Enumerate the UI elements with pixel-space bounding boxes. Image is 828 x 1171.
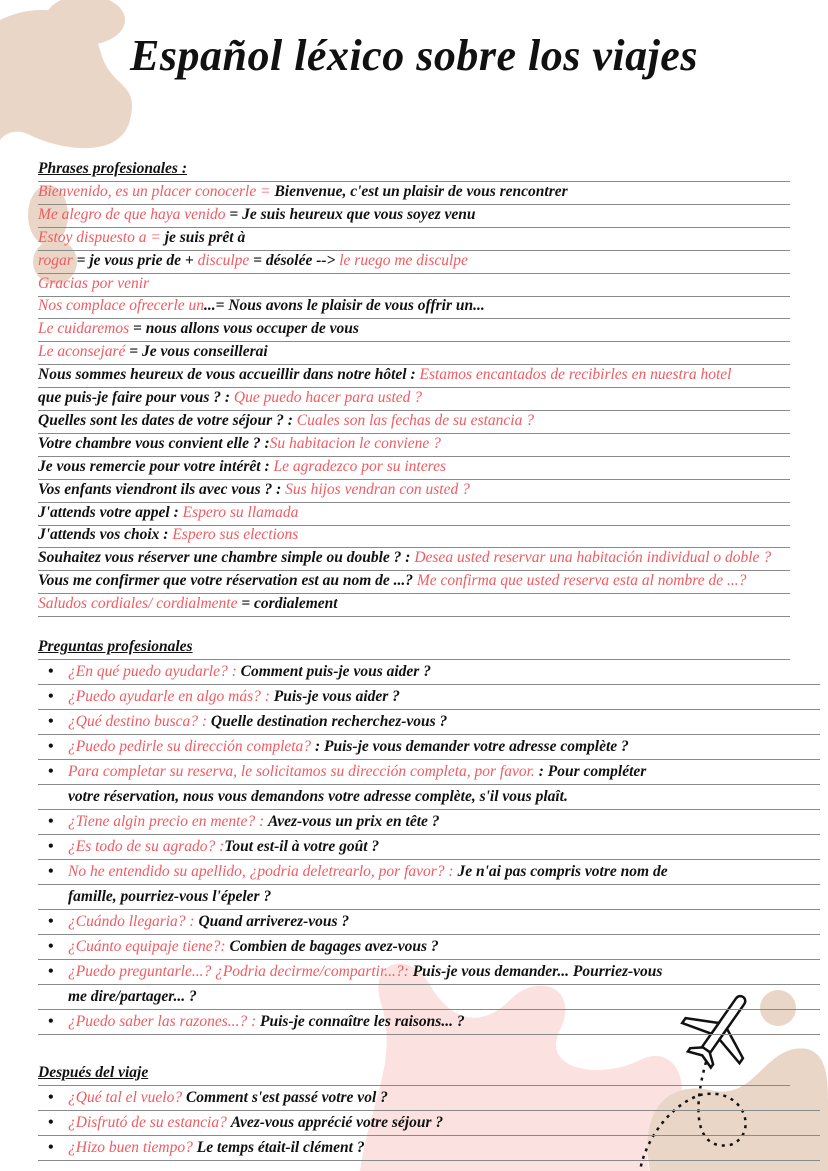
spanish-text: Le agradezco por su interes [273, 457, 446, 475]
phrase-row [38, 547, 790, 571]
list-item-continuation [38, 786, 820, 810]
spanish-text: ¿Puedo saber las razones...? : [68, 1013, 261, 1030]
spanish-text: ¿Disfrutó de su estancia? [68, 1114, 231, 1131]
french-text: : Pour compléter [534, 763, 647, 780]
phrase-row [38, 364, 790, 388]
spanish-text: Que puedo hacer para usted ? [233, 389, 423, 406]
french-text: Quand arriverez-vous ? [198, 913, 350, 930]
section-heading [38, 1062, 790, 1086]
french-text: Quelle destination recherchez-vous ? [210, 713, 448, 730]
spanish-text: Su habitacion le conviene ? [269, 434, 441, 452]
french-text: Combien de bagages avez-vous ? [229, 938, 439, 955]
french-text: Tout est-il à votre goût ? [224, 838, 380, 855]
spanish-text: Espero su llamada [182, 503, 299, 521]
spanish-text: Gracias por venir [38, 274, 150, 292]
french-text: = Je suis heureux que vous soyez venu [225, 205, 476, 223]
phrase-row [38, 181, 790, 205]
french-text: = nous allons vous occuper de vous [129, 320, 359, 338]
section-heading-text: Después del viaje [38, 1064, 149, 1081]
list-item [38, 661, 820, 685]
phrase-row [38, 387, 790, 411]
french-text: famille, pourriez-vous l'épeler ? [68, 888, 272, 905]
french-text: Nous sommes heureux de vous accueillir dans notre hôtel : [38, 366, 420, 384]
french-text: Souhaitez vous réserver une chambre simple ou double ? : [38, 549, 415, 567]
spanish-text: = [256, 182, 275, 200]
spanish-text: disculpe [197, 251, 250, 269]
list-item-continuation [38, 986, 820, 1010]
spanish-text: ¿Qué tal el vuelo? [68, 1089, 186, 1106]
phrase-row [38, 570, 790, 594]
french-text: Puis-je connaître les raisons... ? [260, 1013, 465, 1030]
list-item [38, 1112, 820, 1136]
french-text: Comment puis-je vous aider ? [240, 663, 431, 680]
phrase-row [38, 318, 790, 342]
french-text: votre réservation, nous vous demandons votre adresse complète, s'il vous plaît. [68, 788, 568, 805]
section-heading-text: Preguntas profesionales [38, 638, 193, 655]
spanish-text: ¿Hizo buen tiempo? [68, 1139, 197, 1156]
phrase-row [38, 295, 790, 319]
phrase-row [38, 273, 790, 297]
french-text: : Puis-je vous demander votre adresse complète ? [311, 738, 629, 755]
list-item [38, 1087, 820, 1111]
french-text: Quelles sont les dates de votre séjour ? : [38, 411, 297, 429]
spanish-text: le ruego me disculpe [339, 251, 468, 269]
spanish-text: Cuales son las fechas de su estancia ? [296, 411, 534, 429]
french-text: = Je vous conseillerai [125, 343, 268, 361]
list-item [38, 861, 820, 885]
french-text: Vous me confirmer que votre réservation est au nom de ...? [38, 572, 417, 590]
phrase-row [38, 204, 790, 228]
french-text: Votre chambre vous convient elle ? : [38, 434, 270, 452]
list-item [38, 1137, 820, 1161]
list-item [38, 686, 820, 710]
phrase-row [38, 227, 790, 251]
phrase-row [38, 479, 790, 503]
french-text: = je vous prie de + [72, 251, 198, 269]
page-title: Español léxico sobre los viajes [130, 31, 698, 80]
phrase-row [38, 250, 790, 274]
section-heading [38, 158, 790, 182]
french-text: Je vous remercie pour votre intérêt : [38, 457, 274, 475]
spanish-text: ¿En qué puedo ayudarle? : [68, 663, 241, 680]
spanish-text: Me alegro de que haya venido [38, 205, 226, 223]
spanish-text: Espero sus elections [172, 526, 299, 544]
french-text: Comment s'est passé votre vol ? [185, 1089, 388, 1106]
section-heading [38, 636, 790, 660]
french-text: Bienvenue, c'est un plaisir de vous rencontrer [274, 182, 568, 200]
spanish-text: Estamos encantados de recibirles en nuestra hotel [419, 366, 732, 384]
phrase-row [38, 524, 790, 548]
french-text: que puis-je faire pour vous ? : [38, 389, 234, 406]
spanish-text: ¿Cuándo llegaria? : [68, 913, 199, 930]
spanish-text: ¿Tiene algin precio en mente? : [68, 813, 269, 830]
section-heading-text: Phrases profesionales : [38, 160, 187, 177]
french-text: = désolée --> [249, 251, 340, 269]
spanish-text: ¿Puedo ayudarle en algo más? : [68, 688, 274, 705]
french-text: me dire/partager... ? [68, 988, 197, 1005]
phrase-row [38, 341, 790, 365]
spanish-text: Desea usted reservar una habitación individual o doble ? [414, 549, 772, 567]
list-item [38, 961, 820, 985]
spanish-text: Estoy dispuesto a = [38, 228, 165, 246]
spanish-text: Le cuidaremos [38, 320, 130, 338]
spanish-text: Saludos cordiales/ cordialmente [38, 595, 238, 613]
spanish-text: rogar [38, 251, 73, 269]
list-item [38, 836, 820, 860]
spanish-text: ¿Puedo preguntarle...? ¿Podria decirme/compartir...?: [68, 963, 413, 980]
spanish-text: ¿Es todo de su agrado? : [68, 838, 225, 855]
list-item [38, 911, 820, 935]
spanish-text: ¿Puedo pedirle su dirección completa? [68, 738, 312, 755]
spanish-text: Le aconsejaré [38, 343, 126, 361]
list-item [38, 936, 820, 960]
list-item [38, 736, 820, 760]
phrase-row [38, 410, 790, 434]
french-text: Je n'ai pas compris votre nom de [457, 863, 668, 880]
spanish-text: Me confirma que usted reserva esta al nombre de ...? [416, 572, 747, 590]
spanish-text: Sus hijos vendran con usted ? [285, 480, 470, 498]
french-text: J'attends votre appel : [38, 503, 183, 521]
french-text: Puis-je vous demander... Pourriez-vous [412, 963, 663, 980]
phrase-row [38, 502, 790, 526]
phrase-row [38, 456, 790, 480]
spanish-text: Nos complace ofrecerle un [38, 297, 205, 315]
spanish-text: Para completar su reserva, le solicitamos su dirección completa, por favor. [68, 763, 535, 780]
spanish-text: ¿Qué destino busca? : [68, 713, 211, 730]
list-item [38, 761, 820, 785]
spanish-text: No he entendido su apellido, ¿podria deletrearlo, por favor? : [68, 863, 458, 880]
spanish-text: Bienvenido, es un placer conocerle [38, 182, 257, 200]
list-item [38, 711, 820, 735]
french-text: = cordialement [237, 595, 338, 613]
french-text: J'attends vos choix : [38, 526, 173, 544]
french-text: Le temps était-il clément ? [196, 1139, 365, 1156]
french-text: je suis prêt à [164, 228, 246, 246]
phrase-row [38, 593, 790, 617]
list-item [38, 1011, 820, 1035]
french-text: Vos enfants viendront ils avec vous ? : [38, 480, 286, 498]
list-item [38, 811, 820, 835]
list-item-continuation [38, 886, 820, 910]
french-text: Avez-vous un prix en tête ? [268, 813, 440, 830]
french-text: Puis-je vous aider ? [273, 688, 400, 705]
french-text: ...= Nous avons le plaisir de vous offrir un... [204, 297, 485, 315]
phrase-row [38, 433, 790, 457]
french-text: Avez-vous apprécié votre séjour ? [230, 1114, 444, 1131]
spanish-text: ¿Cuánto equipaje tiene?: [68, 938, 230, 955]
